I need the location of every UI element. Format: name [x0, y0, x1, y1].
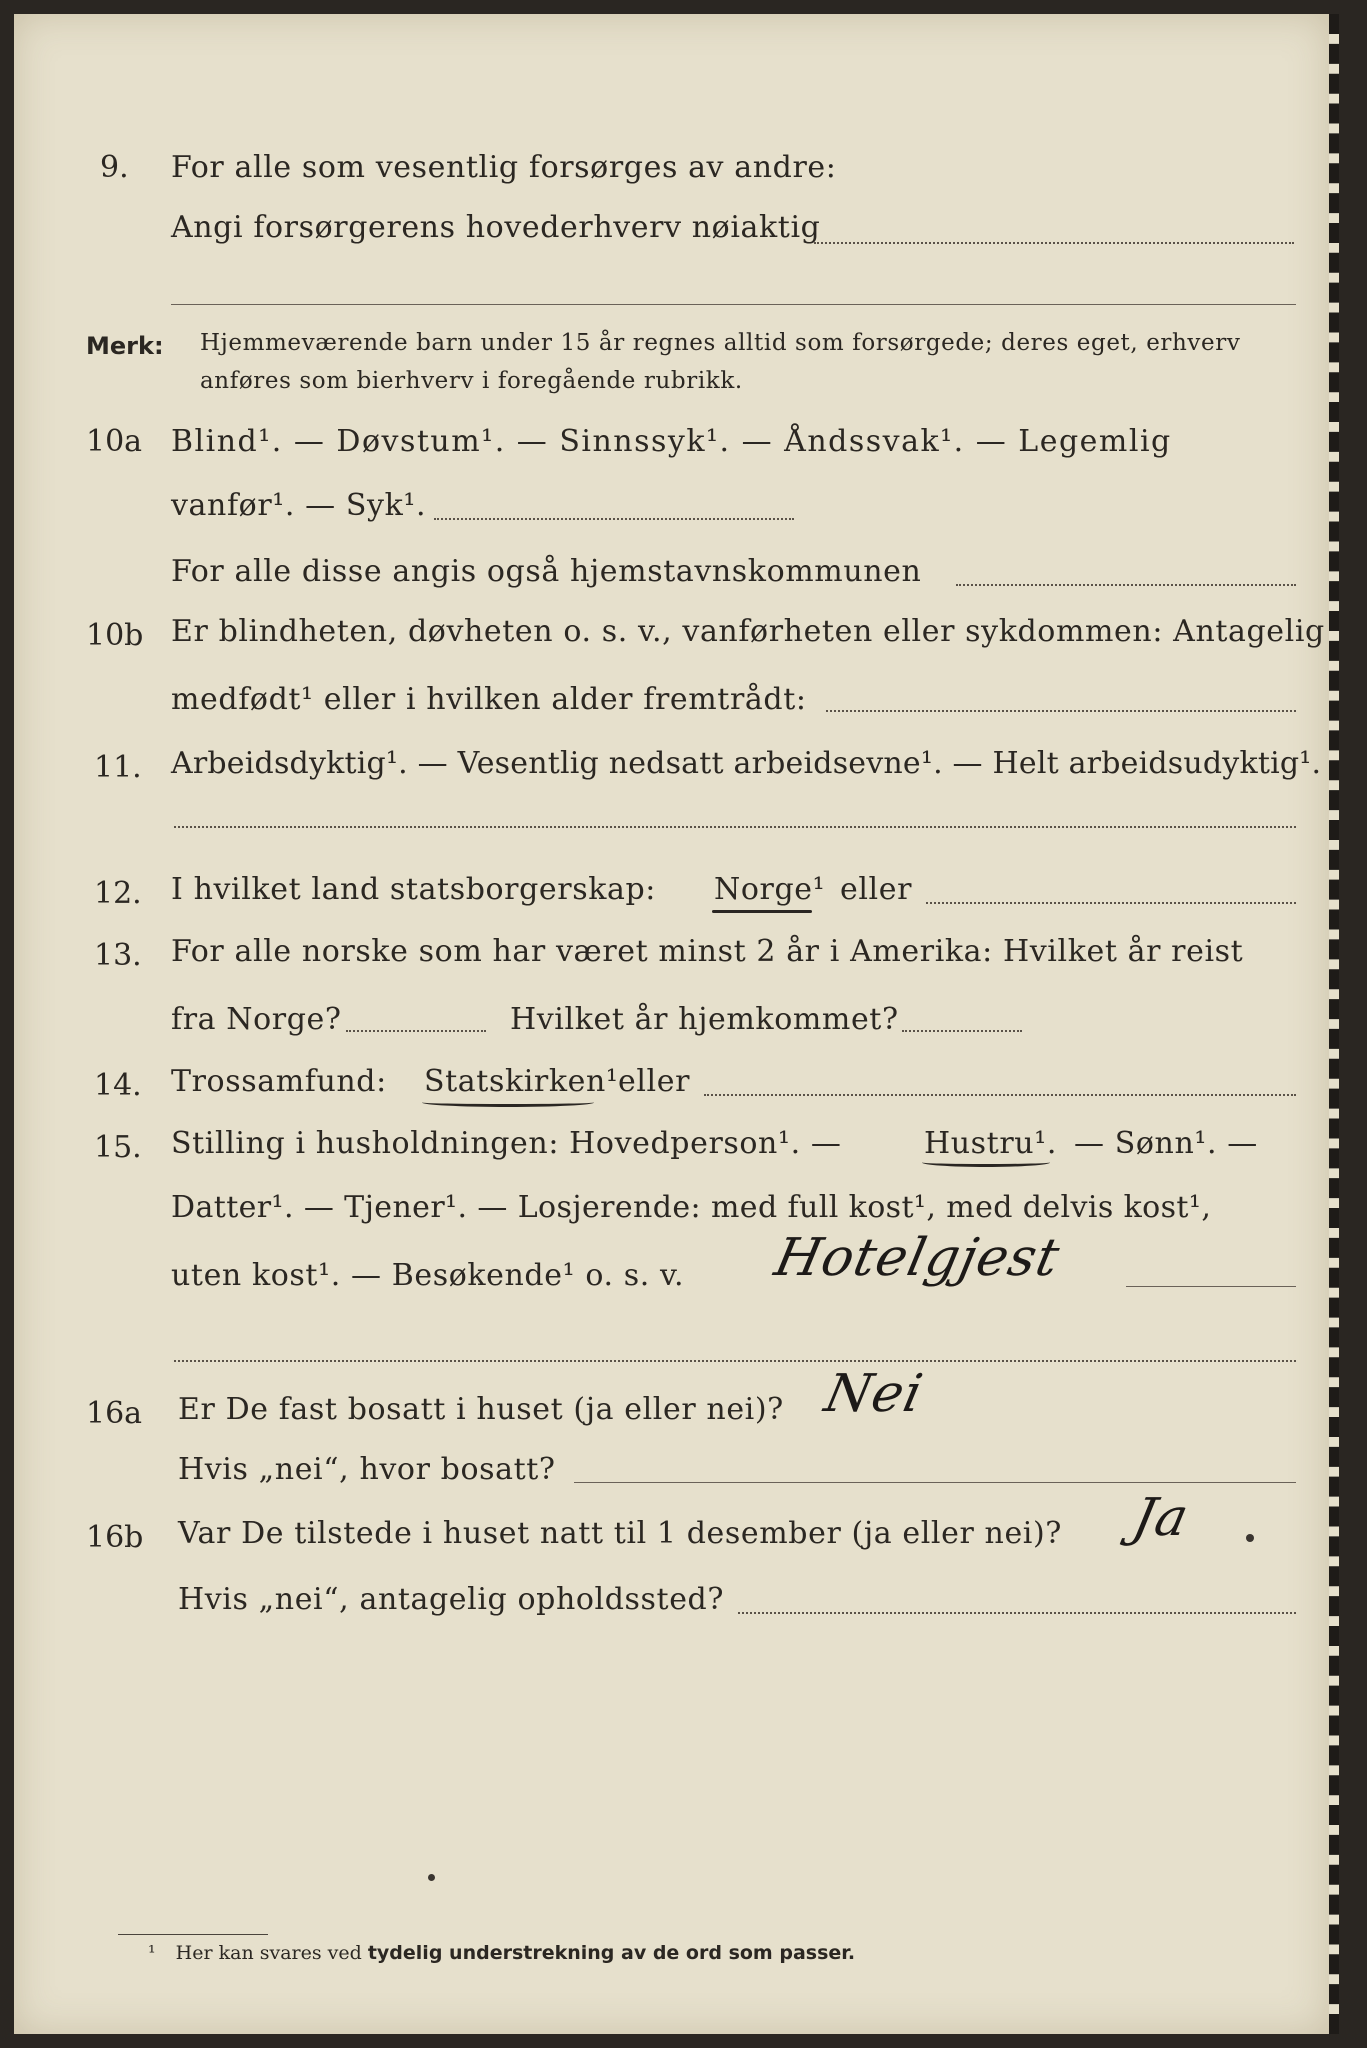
q10b-line2: medfødt¹ eller i hvilken alder fremtrådt: [171, 682, 807, 717]
merk-label: Merk: [86, 332, 164, 360]
q9-answer-line[interactable] [814, 242, 1294, 244]
q13-number: 13. [94, 938, 142, 973]
q14-answer-line[interactable] [704, 1094, 1296, 1096]
q15-hustru-underline [922, 1158, 1050, 1167]
q15-answer-line-2[interactable] [174, 1360, 1296, 1362]
q13-line2-reist: fra Norge? [171, 1002, 342, 1037]
q12-norge-option[interactable]: Norge¹ [714, 872, 826, 907]
q10a-answer-line[interactable] [434, 518, 794, 520]
q15-hustru-option[interactable]: Hustru¹. [924, 1126, 1057, 1161]
q16b-handwritten-answer: Ja [1127, 1488, 1195, 1548]
q9-answer-line-2[interactable] [171, 304, 1296, 305]
q14-label: Trossamfund: [171, 1064, 387, 1099]
q12-eller: eller [840, 872, 913, 907]
footnote-mark: ¹ [148, 1942, 156, 1964]
ink-speck [428, 1874, 435, 1881]
q16b-ink-dot [1246, 1534, 1254, 1542]
q15-number: 15. [94, 1130, 142, 1165]
q10a-kommune-line[interactable] [956, 584, 1296, 586]
footnote-text-a: Her kan svares ved [175, 1942, 362, 1964]
q16a-handwritten-answer: Nei [819, 1364, 929, 1424]
q10a-line1: Blind¹. — Døvstum¹. — Sinnssyk¹. — Åndssvak¹. — Legemlig [171, 424, 1172, 459]
q10b-number: 10b [86, 618, 144, 653]
q14-number: 14. [94, 1068, 142, 1103]
q15-line1-a: Stilling i husholdningen: Hovedperson¹. — [171, 1126, 842, 1161]
q11-line1: Arbeidsdyktig¹. — Vesentlig nedsatt arbeidsevne¹. — Helt arbeidsudyktig¹. [171, 746, 1322, 781]
q14-statskirken-underline [422, 1098, 594, 1107]
q12-answer-line[interactable] [926, 902, 1296, 904]
q11-number: 11. [94, 750, 142, 785]
q11-answer-line[interactable] [174, 826, 1296, 828]
merk-note-line1: Hjemmeværende barn under 15 år regnes alltid som forsørgede; deres eget, erhverv [200, 330, 1241, 356]
q16a-answer-line[interactable] [574, 1482, 1296, 1483]
q9-number: 9. [100, 150, 129, 185]
q10b-answer-line[interactable] [826, 710, 1296, 712]
q16b-answer-line[interactable] [738, 1612, 1296, 1614]
q10a-line2: vanfør¹. — Syk¹. [171, 488, 427, 523]
q12-number: 12. [94, 876, 142, 911]
q16a-number: 16a [86, 1396, 143, 1431]
q15-answer-line[interactable] [1126, 1286, 1296, 1287]
q10a-line3: For alle disse angis også hjemstavnskommunen [171, 554, 922, 589]
q15-line2: Datter¹. — Tjener¹. — Losjerende: med full kost¹, med delvis kost¹, [171, 1190, 1212, 1225]
q16a-line2: Hvis „nei“, hvor bosatt? [178, 1452, 556, 1487]
q10a-number: 10a [86, 424, 143, 459]
q16b-line1: Var De tilstede i huset natt til 1 desember (ja eller nei)? [178, 1516, 1062, 1551]
q13-line1: For alle norske som har været minst 2 år i Amerika: Hvilket år reist [171, 934, 1244, 969]
q13-hjemkommet-answer-line[interactable] [902, 1030, 1022, 1032]
q16b-number: 16b [86, 1520, 144, 1555]
q9-prompt: Angi forsørgerens hovederhverv nøiaktig [171, 210, 821, 245]
q14-statskirken-option[interactable]: Statskirken¹ [424, 1064, 619, 1099]
q15-handwritten-answer: Hotelgjest [769, 1228, 1066, 1288]
q13-line2-hjemkommet: Hvilket år hjemkommet? [510, 1002, 899, 1037]
q16b-line2: Hvis „nei“, antagelig opholdssted? [178, 1582, 725, 1617]
q16a-line1: Er De fast bosatt i huset (ja eller nei)? [178, 1392, 784, 1427]
q13-reist-answer-line[interactable] [346, 1030, 486, 1032]
footnote-text-b: tydelig understrekning av de ord som passer. [367, 1942, 856, 1964]
q10b-line1: Er blindheten, døvheten o. s. v., vanførheten eller sykdommen: Antagelig [171, 614, 1325, 649]
q15-line3: uten kost¹. — Besøkende¹ o. s. v. [171, 1258, 685, 1293]
footnote [148, 1942, 855, 1964]
q15-line1-c: — Sønn¹. — [1074, 1126, 1258, 1161]
merk-note-line2: anføres som bierhverv i foregående rubrikk. [200, 368, 743, 394]
q12-norge-underline [712, 910, 812, 913]
footnote-rule [118, 1934, 268, 1935]
q9-question: For alle som vesentlig forsørges av andre: [171, 150, 837, 185]
census-form-page [14, 14, 1339, 2034]
q14-eller: eller [618, 1064, 691, 1099]
q12-text: I hvilket land statsborgerskap: [171, 872, 656, 907]
